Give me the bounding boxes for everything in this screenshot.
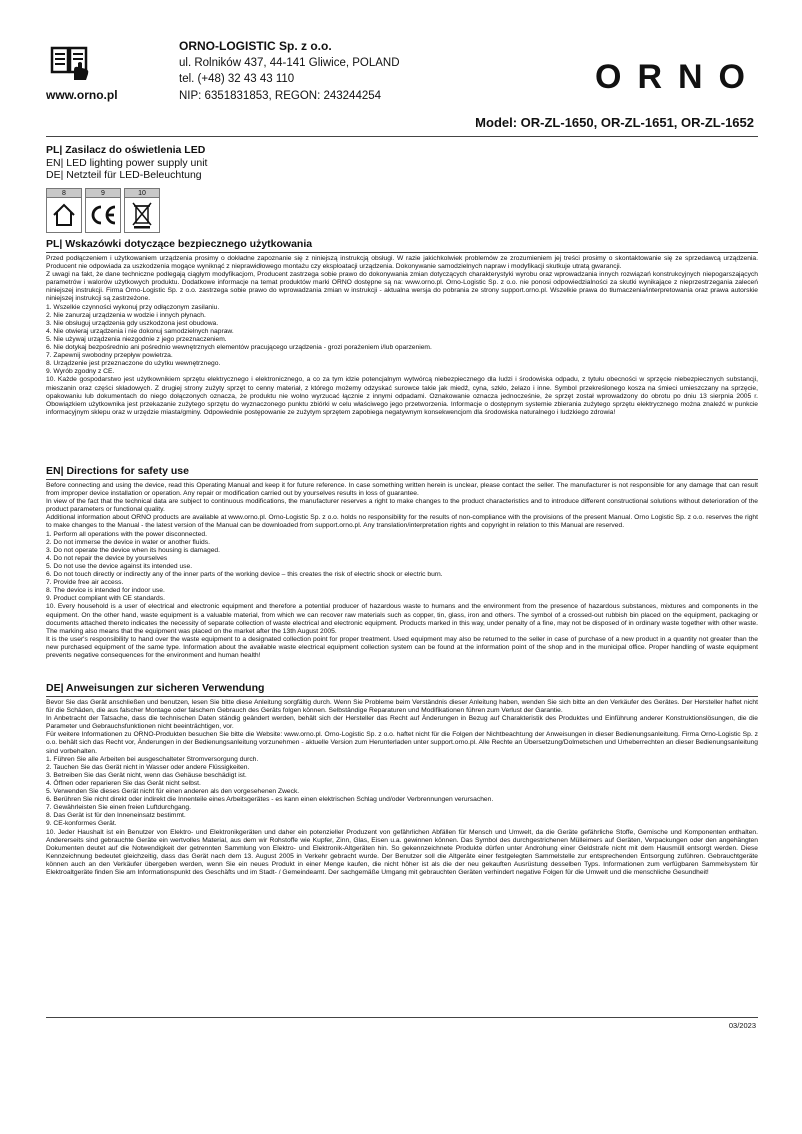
company-address: ul. Rolników 437, 44-141 Gliwice, POLAND	[179, 56, 400, 69]
paragraph: 10. Każde gospodarstwo jest użytkownikiem sprzętu elektrycznego i elektronicznego, a co za tym idzie potencjalnym wytwórcą niebezpiecznego dla ludzi i środowiska odpadu, z tytułu obecności w sprzęcie niebezpiecznych substancji, mieszanin oraz części składowych. Z drugiej strony zużyty sprzęt to cenny materiał, z którego możemy odzyskać surowce takie jak miedź, cyna, szkło, żelazo i inne. Symbol przekreślonego kosza na śmieci umieszczany na sprzęcie, opakowaniu lub dokumentach do niego dołączonych oznacza, że produktu nie wolno wyrzucać łącznie z innymi odpadami. Oznakowanie oznacza jednocześnie, że sprzęt został wprowadzony do obrotu po dniu 13 sierpnia 2005 r. Obowiązkiem użytkownika jest przekazanie zużytego sprzętu do wyznaczonego punktu zbiórki w celu właściwego jego przetworzenia. Informacje o dostępnym systemie zbierania zużytego sprzętu elektrycznego można znaleźć w punkcie informacyjnym sklepu oraz w urzędzie miasta/gminy. Odpowiednie postępowanie ze zużytym sprzętem zapobiega negatywnym konsekwencjom dla środowiska naturalnego i ludzkiego zdrowia!	[46, 376, 758, 416]
website-link[interactable]: www.orno.pl	[46, 88, 118, 102]
paragraph: Przed podłączeniem i użytkowaniem urządzenia prosimy o dokładne zapoznanie się z niniejszą instrukcją obsługi. W razie jakichkolwiek problemów ze zrozumieniem jej treści prosimy o skontaktowanie się ze sprzedawcą urządzenia. Producent nie odpowiada za uszkodzenia mogące wyniknąć z nieprawidłowego montażu czy eksploatacji urządzenia. Dokonywanie samodzielnych napraw i modyfikacji skutkuje utratą gwarancji.	[46, 255, 758, 271]
list-item: 5. Verwenden Sie dieses Gerät nicht für einen anderen als den vorgesehenen Zweck.	[46, 788, 300, 796]
list-item: 9. CE-konformes Gerät.	[46, 820, 117, 828]
list-item: 9. Product compliant with CE standards.	[46, 595, 165, 603]
paragraph: Für weitere Informationen zu ORNO-Produkten besuchen Sie bitte die Website: www.orno.pl. Orno-Logistic Sp. z o.o. haftet nicht für die Folgen der Nichtbeachtung der Anweisungen in dieser Bedienungsanleitung. Firma Orno-Logistic Sp. z o.o. behält sich das Recht vor, Änderungen in der Bedienungsanleitung vorzunehmen - aktuelle Version zum Herunterladen unter support.orno.pl. Alle Rechte an Übersetzung/Dolmetschen und Urheberrechten an dieser Bedienungsanleitung sind vorbehalten.	[46, 731, 758, 755]
company-name: ORNO-LOGISTIC Sp. z o.o.	[179, 39, 332, 53]
list-item: 4. Öffnen oder reparieren Sie das Gerät nicht selbst.	[46, 779, 201, 787]
list-item: 7. Zapewnij swobodny przepływ powietrza.	[46, 352, 173, 360]
list-item: 1. Perform all operations with the power disconnected.	[46, 530, 207, 538]
list-item: 7. Provide free air access.	[46, 579, 124, 587]
crossed-bin-icon	[130, 201, 154, 229]
list-item: 5. Nie używaj urządzenia niezgodnie z jego przeznaczeniem.	[46, 335, 227, 343]
section-body-pl	[46, 253, 758, 417]
list-item: 6. Berühren Sie nicht direkt oder indirekt die Innenteile eines Arbeitsgerätes - es kann einen elektrischen Schlag und/oder Verbrennungen verursachen.	[46, 796, 494, 804]
list-item: 4. Nie otwieraj urządzenia i nie dokonuj samodzielnych napraw.	[46, 327, 234, 335]
symbol-number: 9	[86, 189, 120, 198]
paragraph: Bevor Sie das Gerät anschließen und benutzen, lesen Sie bitte diese Anleitung sorgfältig durch. Wenn Sie Probleme beim Verständnis dieser Anleitung haben, wenden Sie sich bitte an den Verkäufer des Gerätes. Der Hersteller haftet nicht für die Schäden, die aus falscher Montage oder falschem Gebrauch des Geräts folgen können. Selbständige Reparaturen und Modifikationen führen zum Verlust der Garantie.	[46, 699, 758, 715]
section-body-en	[46, 480, 758, 660]
list-item: 7. Gewährleisten Sie einen freien Luftdurchgang.	[46, 804, 191, 812]
list-item: 1. Wszelkie czynności wykonuj przy odłączonym zasilaniu.	[46, 303, 220, 311]
list-item: 5. Do not use the device against its intended use.	[46, 562, 193, 570]
section-body-de	[46, 697, 758, 877]
list-item: 6. Do not touch directly or indirectly any of the inner parts of the working device – this creates the risk of electric shock or electric burn.	[46, 571, 443, 579]
list-item: 9. Wyrób zgodny z CE.	[46, 368, 115, 376]
section-heading-en: EN| Directions for safety use	[46, 465, 758, 480]
company-phone: tel. (+48) 32 43 43 110	[179, 73, 295, 85]
paragraph: Before connecting and using the device, read this Operating Manual and keep it for future reference. In case something written herein is unclear, please contact the seller. The manufacturer is not responsible for any damage that can result from improper device installation or operation. Any repair or modification carried out by yourselves results in loss of guarantee.	[46, 482, 758, 498]
list-item: 4. Do not repair the device by yourselves	[46, 554, 168, 562]
manual-book-icon	[50, 42, 90, 82]
footer-divider	[46, 1017, 758, 1018]
title-pl: PL| Zasilacz do oświetlenia LED	[46, 144, 206, 156]
symbol-number: 10	[125, 189, 159, 198]
paragraph: 10. Jeder Haushalt ist ein Benutzer von Elektro- und Elektronikgeräten und daher ein potenzieller Produzent von gefährlichen Abfällen für Mensch und Umwelt, da die Geräte gefährliche Stoffe, Gemische und Komponenten enthalten. Andererseits sind gebrauchte Geräte ein wertvolles Material, aus dem wir Rohstoffe wie Kupfer, Zinn, Glas, Eisen u.a. gewinnen können. Das Symbol des durchgestrichenen Mülleimers auf Geräten, Verpackungen oder den angehängten Dokumenten deutet auf die Notwendigkeit der getrennten Sammlung von Elektro- und Elektronik-Altgeräten hin. So gekennzeichnete Produkte dürfen unter Androhung einer Geldstrafe nicht mit dem Hausmüll entsorgt werden. Diese Kennzeichnung bedeutet gleichzeitig, dass das Gerät nach dem 13. August 2005 in Verkehr gebracht wurde. Der Benutzer soll die Altgeräte einer festgelegten Sammelstelle zur entsprechenden Entsorgung zuführen. Gebrauchtgeräte können auch an den Verkäufer übergeben werden, wenn Sie ein neues Produkt in einer Menge kaufen, die nicht höher ist als die der neu gekauften Ausrüstung desselben Typs. Informationen zum verfügbaren Sammelsystem für Elektroaltgeräte finden Sie am Informationspunkt des Geschäfts und im Stadt- / Gemeindeamt. Der sachgemäße Umgang mit gebrauchten Geräten verhindert negative Folgen für die Umwelt und die menschliche Gesundheit!	[46, 828, 758, 876]
list-item: 6. Nie dotykaj bezpośrednio ani pośrednio wewnętrznych elementów pracującego urządzenia - grozi porażeniem i/lub oparzeniem.	[46, 344, 432, 352]
list-item: 8. The device is intended for indoor use.	[46, 587, 165, 595]
list-item: 2. Do not immerse the device in water or another fluids.	[46, 538, 210, 546]
symbol-cell	[124, 188, 160, 233]
list-item: 3. Betreiben Sie das Gerät nicht, wenn das Gehäuse beschädigt ist.	[46, 771, 247, 779]
section-pl	[46, 238, 758, 417]
paragraph: Additional information about ORNO products are available at www.orno.pl. Orno-Logistic Sp. z o.o. holds no responsibility for the results of non-compliance with the provisions of the present Manual. Orno Logistic Sp. z o.o. reserves the right to make changes to the Manual - the latest version of the Manual can be downloaded from support.orno.pl. Any translation/interpretation rights and copyright in relation to this Manual are reserved.	[46, 514, 758, 530]
list-item: 2. Tauchen Sie das Gerät nicht in Wasser oder andere Flüssigkeiten.	[46, 763, 250, 771]
list-item: 1. Führen Sie alle Arbeiten bei ausgeschalteter Stromversorgung durch.	[46, 755, 259, 763]
list-item: 2. Nie zanurzaj urządzenia w wodzie i innych płynach.	[46, 311, 206, 319]
symbol-number: 8	[47, 189, 81, 198]
document-date: 03/2023	[728, 1021, 756, 1030]
house-icon	[51, 202, 77, 228]
paragraph: Z uwagi na fakt, że dane techniczne podlegają ciągłym modyfikacjom, Producent zastrzega sobie prawo do dokonywania zmian dotyczących charakterystyki wyrobu oraz wprowadzania innych rozwiązań konstrukcyjnych niepogarszających parametrów i walorów użytkowych produktu. Dodatkowe informacje na temat produktów marki ORNO dostępne są na: www.orno.pl. Orno-Logistic Sp. z o.o. nie ponosi odpowiedzialności za skutki wynikające z nieprzestrzegania zaleceń niniejszej instrukcji. Firma Orno-Logistic Sp. z o.o. zastrzega sobie prawo do wprowadzania zmian w instrukcji - aktualna wersja do pobrania ze strony support.orno.pl. Wszelkie prawa do tłumaczenia/interpretowania oraz prawa autorskie niniejszej instrukcji są zastrzeżone.	[46, 271, 758, 303]
section-de	[46, 682, 758, 877]
model-title: Model: OR-ZL-1650, OR-ZL-1651, OR-ZL-1652	[475, 115, 754, 130]
header	[46, 38, 761, 108]
company-registry: NIP: 6351831853, REGON: 243244254	[179, 89, 382, 102]
symbol-table	[46, 188, 160, 233]
list-item: 3. Nie obsługuj urządzenia gdy uszkodzona jest obudowa.	[46, 319, 219, 327]
orno-logo: ORNO	[595, 58, 761, 96]
header-divider	[46, 136, 758, 137]
product-titles	[46, 144, 207, 182]
list-item: 3. Do not operate the device when its housing is damaged.	[46, 546, 220, 554]
title-en: EN| LED lighting power supply unit	[46, 156, 208, 169]
paragraph: It is the user's responsibility to hand over the waste equipment to a designated collection point for proper treatment. Used equipment may also be returned to the seller in case of purchase of a new product in a quantity not greater than the new purchased equipment of the same type. Information about the available waste electrical equipment collection system can be found at the information point of the shop and in the municipal office. Proper handling of waste equipment prevents negative consequences for the environment and human health!	[46, 635, 758, 659]
section-heading-pl: PL| Wskazówki dotyczące bezpiecznego użytkowania	[46, 238, 758, 253]
symbol-cell	[85, 188, 121, 233]
list-item: 8. Urządzenie jest przeznaczone do użytku wewnętrznego.	[46, 360, 221, 368]
ce-mark-icon	[89, 204, 117, 226]
section-en	[46, 465, 758, 660]
paragraph: In Anbetracht der Tatsache, dass die technischen Daten ständig geändert werden, behält sich der Hersteller das Recht auf Änderungen in Bezug auf Charakteristik des Produktes und Einführung anderer Konstruktionslösungen, die die Parameter und Gebrauchsfunktionen nicht beeinträchtigen, vor.	[46, 715, 758, 731]
paragraph: 10. Every household is a user of electrical and electronic equipment and therefore a potential producer of hazardous waste to humans and the environment from the presence of hazardous substances, mixtures and components in the equipment. On the other hand, waste equipment is a valuable material, from which we can recover raw materials such as copper, tin, glass, iron and others. The symbol of a crossed-out rubbish bin placed on the equipment, packaging or documents attached thereto indicates the necessity of separate collection of waste electrical and electronic equipment. Products marked in this way, under penalty of a fine, may not be disposed of in ordinary waste together with other waste. The marking also means that the equipment was placed on the market after the 13th August 2005.	[46, 603, 758, 635]
list-item: 8. Das Gerät ist für den Inneneinsatz bestimmt.	[46, 812, 186, 820]
title-de: DE| Netzteil für LED-Beleuchtung	[46, 169, 202, 181]
company-info	[179, 38, 400, 104]
paragraph: In view of the fact that the technical data are subject to continuous modifications, the manufacturer reserves a right to make changes to the product characteristics and to introduce different constructional solutions without deterioration of the product parameters or functional quality.	[46, 498, 758, 514]
section-heading-de: DE| Anweisungen zur sicheren Verwendung	[46, 682, 758, 697]
symbol-cell	[46, 188, 82, 233]
